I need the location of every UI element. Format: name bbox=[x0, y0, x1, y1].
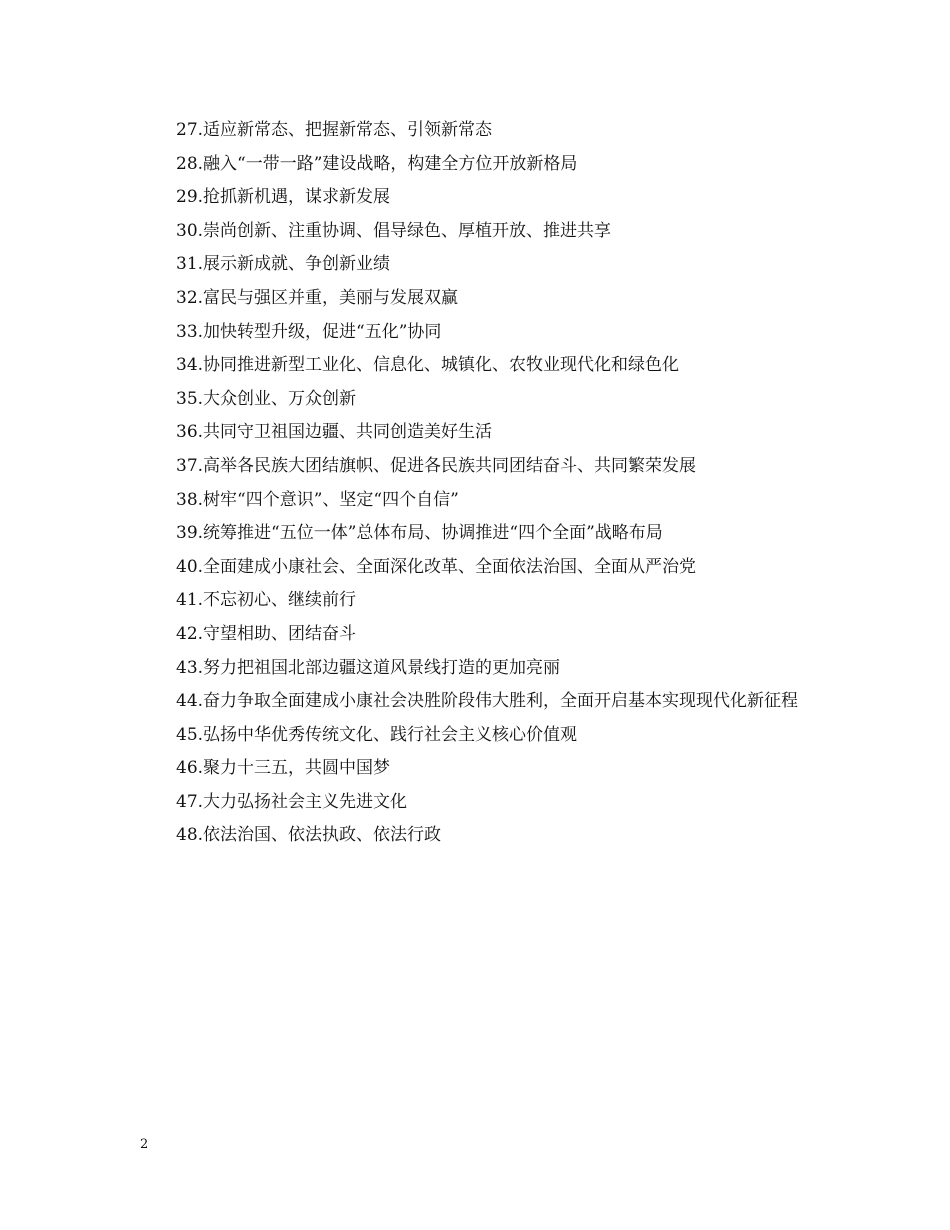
list-item: 41.不忘初心、继续前行 bbox=[176, 590, 357, 611]
list-item: 44.奋力争取全面建成小康社会决胜阶段伟大胜利，全面开启基本实现现代化新征程 bbox=[176, 691, 799, 712]
list-item: 38.树牢“四个意识”、坚定“四个自信” bbox=[176, 489, 459, 510]
document-body bbox=[140, 114, 830, 853]
list-item: 37.高举各民族大团结旗帜、促进各民族共同团结奋斗、共同繁荣发展 bbox=[176, 455, 697, 476]
list-item: 48.依法治国、依法执政、依法行政 bbox=[176, 825, 442, 846]
list-item: 28.融入“一带一路”建设战略，构建全方位开放新格局 bbox=[176, 153, 578, 174]
list-item: 33.加快转型升级，促进“五化”协同 bbox=[176, 321, 442, 342]
list-item: 43.努力把祖国北部边疆这道风景线打造的更加亮丽 bbox=[176, 657, 561, 678]
list-item: 35.大众创业、万众创新 bbox=[176, 388, 357, 409]
list-item: 47.大力弘扬社会主义先进文化 bbox=[176, 791, 408, 812]
list-item: 39.统筹推进“五位一体”总体布局、协调推进“四个全面”战略布局 bbox=[176, 523, 663, 544]
list-item: 31.展示新成就、争创新业绩 bbox=[176, 254, 391, 275]
list-item: 42.守望相助、团结奋斗 bbox=[176, 623, 357, 644]
list-item: 40.全面建成小康社会、全面深化改革、全面依法治国、全面从严治党 bbox=[176, 556, 697, 577]
list-item: 46.聚力十三五，共圆中国梦 bbox=[176, 758, 391, 779]
list-item: 34.协同推进新型工业化、信息化、城镇化、农牧业现代化和绿色化 bbox=[176, 355, 680, 376]
list-item: 45.弘扬中华优秀传统文化、践行社会主义核心价值观 bbox=[176, 724, 578, 745]
list-item: 30.崇尚创新、注重协调、倡导绿色、厚植开放、推进共享 bbox=[176, 220, 612, 241]
list-item: 29.抢抓新机遇，谋求新发展 bbox=[176, 187, 391, 208]
page-number: 2 bbox=[140, 1137, 149, 1152]
list-item: 32.富民与强区并重，美丽与发展双赢 bbox=[176, 287, 459, 308]
list-item: 36.共同守卫祖国边疆、共同创造美好生活 bbox=[176, 422, 493, 443]
list-item: 27.适应新常态、把握新常态、引领新常态 bbox=[176, 120, 493, 140]
